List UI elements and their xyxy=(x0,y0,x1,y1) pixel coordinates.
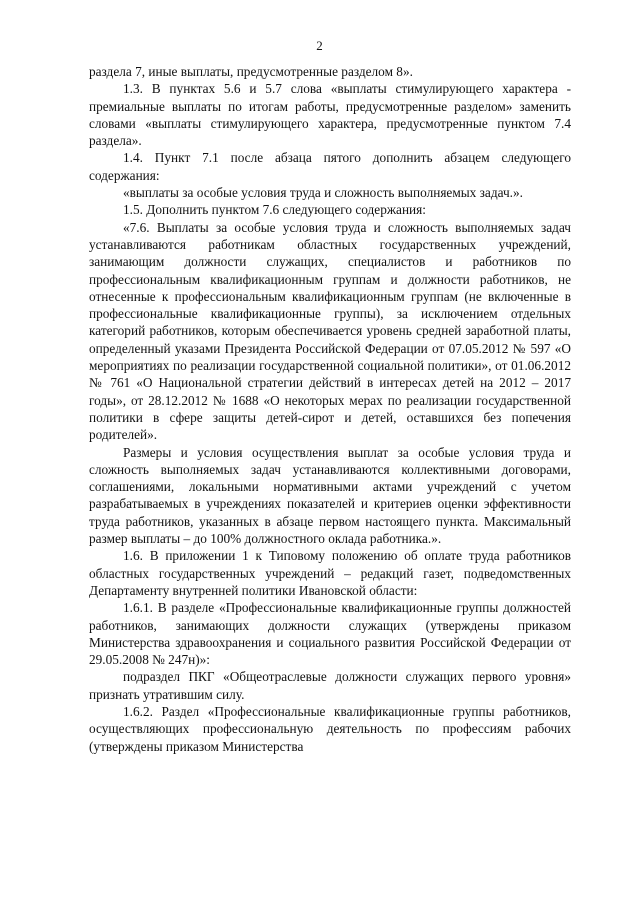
paragraph-1-6-1-subsection: подраздел ПКГ «Общеотраслевые должности служащих первого уровня» признать утратившим силу. xyxy=(89,669,571,702)
paragraph-1-6-1: 1.6.1. В разделе «Профессиональные квалификационные группы должностей работников, занимающих должности служащих (утверждены приказом Министерства здравоохранения и социального развития Российской Федерации от 29.05.2008 № 247н)»: xyxy=(89,600,571,668)
paragraph-1-6-2: 1.6.2. Раздел «Профессиональные квалификационные группы работников, осуществляющих профессиональную деятельность по профессиям рабочих (утверждены приказом Министерства xyxy=(89,703,571,754)
paragraph-1-6: 1.6. В приложении 1 к Типовому положению об оплате труда работников областных государственных учреждений – редакций газет, подведомственных Департаменту внутренней политики Ивановской области: xyxy=(89,548,571,598)
paragraph-continuation: раздела 7, иные выплаты, предусмотренные разделом 8». xyxy=(89,64,413,79)
paragraph-1-5: 1.5. Дополнить пунктом 7.6 следующего содержания: xyxy=(123,202,426,218)
paragraph-1-4-quote: «выплаты за особые условия труда и сложность выполняемых задач.». xyxy=(123,185,523,201)
paragraph-1-4: 1.4. Пункт 7.1 после абзаца пятого дополнить абзацем следующего содержания: xyxy=(89,150,571,183)
paragraph-1-3: 1.3. В пунктах 5.6 и 5.7 слова «выплаты стимулирующего характера - премиальные выплаты по итогам работы, предусмотренные разделом» заменить словами «выплаты стимулирующего характера, предусмотренные пунктом 7.4 раздела». xyxy=(89,81,571,149)
document-body xyxy=(89,63,571,755)
page-number: 2 xyxy=(316,38,323,53)
paragraph-7-6: «7.6. Выплаты за особые условия труда и сложность выполняемых задач устанавливаются работникам областных государственных учреждений, занимающим должности служащих, специалистов и работников по профессиональным квалификационным группам и должности работников, не отнесенные к профессиональным квалификационным группам (не включенные в профессиональные квалификационные группы), за исключением отдельных категорий работников, которым обеспечивается уровень средней заработной платы, определенный указами Президента Российской Федерации от 07.05.2012 № 597 «О мероприятиях по реализации государственной социальной политики», от 01.06.2012 № 761 «О Национальной стратегии действий в интересах детей на 2012 – 2017 годы», от 28.12.2012 № 1688 «О некоторых мерах по реализации государственной политики в сфере защиты детей-сирот и детей, оставшихся без попечения родителей». xyxy=(89,219,571,443)
paragraph-7-6-conditions: Размеры и условия осуществления выплат за особые условия труда и сложность выполняемых задач устанавливаются коллективными договорами, соглашениями, локальными нормативными актами учреждений с учетом разрабатываемых в учреждениях показателей и критериев оценки эффективности труда работников, указанных в абзаце первом настоящего пункта. Максимальный размер выплаты – до 100% должностного оклада работника.». xyxy=(89,444,571,547)
